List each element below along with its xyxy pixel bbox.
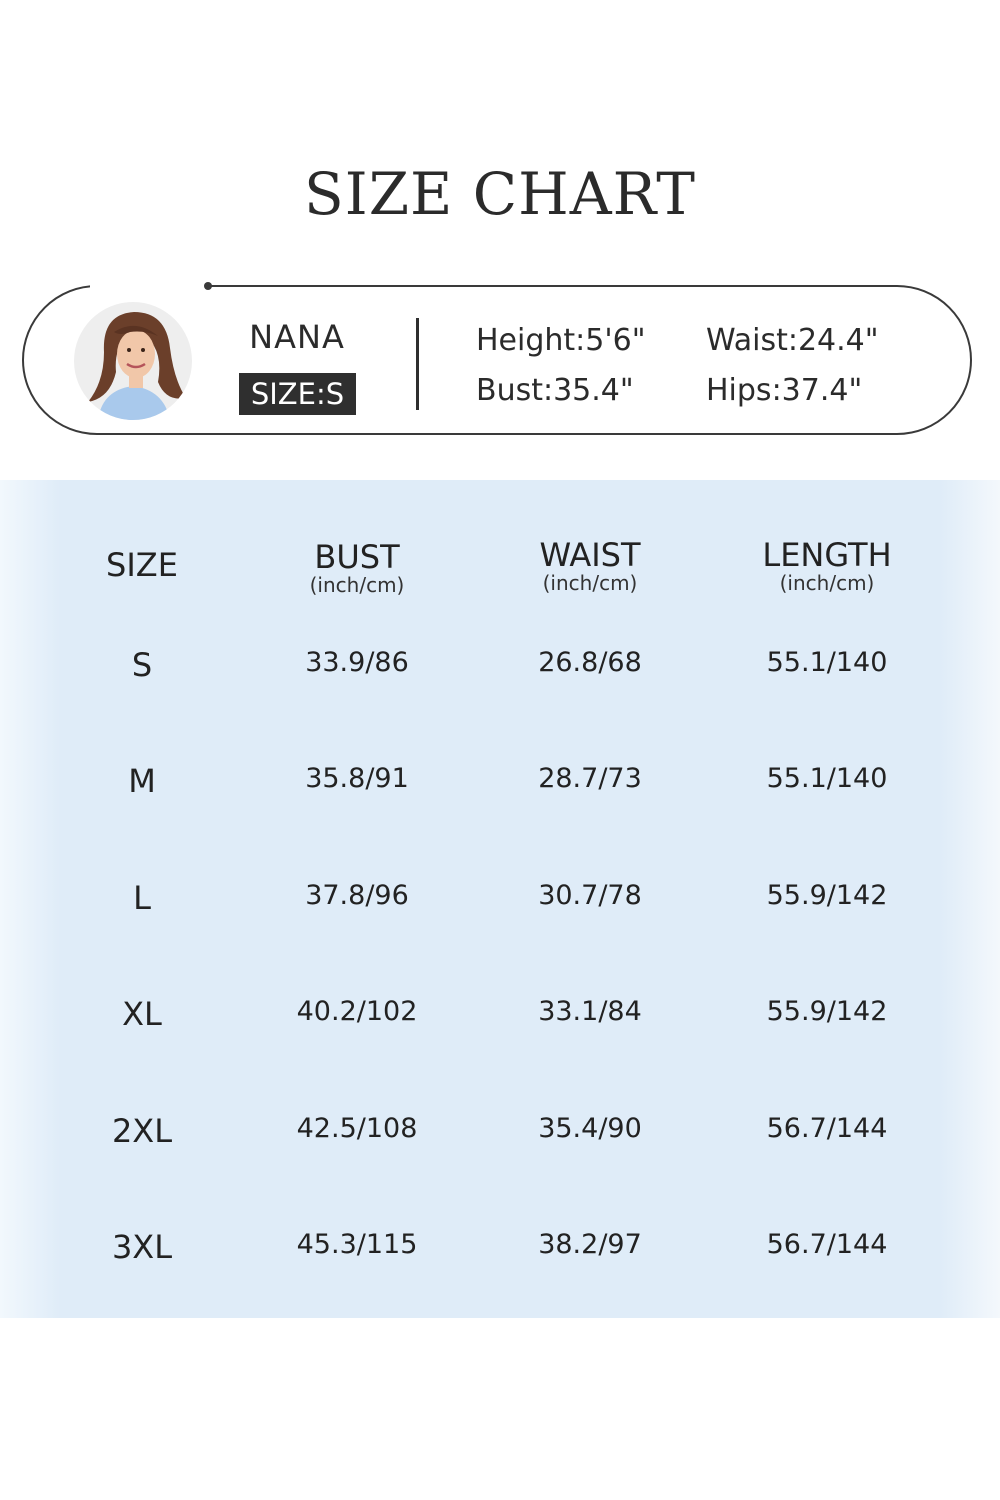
- model-waist: Waist:24.4": [706, 323, 879, 358]
- table-cell-length: 55.1/140: [766, 763, 888, 794]
- header-bust: [257, 540, 457, 596]
- table-cell-bust: 37.8/96: [305, 880, 409, 911]
- header-unit: (inch/cm): [542, 571, 638, 595]
- table-cell-size: L: [133, 879, 151, 917]
- table-cell-bust: 33.9/86: [305, 647, 409, 678]
- header-length: [727, 538, 927, 594]
- table-cell-length: 56.7/144: [766, 1113, 888, 1144]
- header-waist: [490, 538, 690, 594]
- header-size: [42, 548, 242, 582]
- header-label: SIZE: [106, 546, 178, 584]
- table-cell-length: 55.9/142: [766, 996, 888, 1027]
- header-unit: (inch/cm): [309, 573, 405, 597]
- table-cell-size: M: [128, 762, 156, 800]
- header-label: BUST: [314, 538, 400, 576]
- table-cell-waist: 28.7/73: [538, 763, 642, 794]
- table-cell-bust: 35.8/91: [305, 763, 409, 794]
- table-cell-size: 3XL: [111, 1228, 173, 1266]
- card-dot-icon: [204, 282, 212, 290]
- table-cell-size: S: [131, 646, 153, 684]
- table-cell-waist: 30.7/78: [538, 880, 642, 911]
- table-cell-size: 2XL: [111, 1112, 173, 1150]
- table-cell-size: XL: [122, 995, 162, 1033]
- table-cell-waist: 35.4/90: [538, 1113, 642, 1144]
- model-portrait-icon: [74, 302, 192, 420]
- table-cell-bust: 45.3/115: [296, 1229, 418, 1260]
- table-cell-waist: 26.8/68: [538, 647, 642, 678]
- table-cell-bust: 40.2/102: [296, 996, 418, 1027]
- table-cell-waist: 38.2/97: [538, 1229, 642, 1260]
- model-bust: Bust:35.4": [476, 373, 634, 408]
- header-label: WAIST: [539, 536, 641, 574]
- model-height: Height:5'6": [476, 323, 646, 358]
- model-hips: Hips:37.4": [706, 373, 863, 408]
- header-label: LENGTH: [762, 536, 892, 574]
- model-size-badge: SIZE:S: [239, 373, 356, 415]
- model-name: NANA: [249, 318, 345, 356]
- table-cell-length: 56.7/144: [766, 1229, 888, 1260]
- model-avatar: [74, 302, 192, 420]
- card-divider: [416, 318, 419, 410]
- table-cell-length: 55.9/142: [766, 880, 888, 911]
- table-cell-length: 55.1/140: [766, 647, 888, 678]
- table-cell-waist: 33.1/84: [538, 996, 642, 1027]
- card-border-gap: [90, 278, 208, 292]
- header-unit: (inch/cm): [779, 571, 875, 595]
- table-cell-bust: 42.5/108: [296, 1113, 418, 1144]
- page-title: SIZE CHART: [304, 160, 696, 228]
